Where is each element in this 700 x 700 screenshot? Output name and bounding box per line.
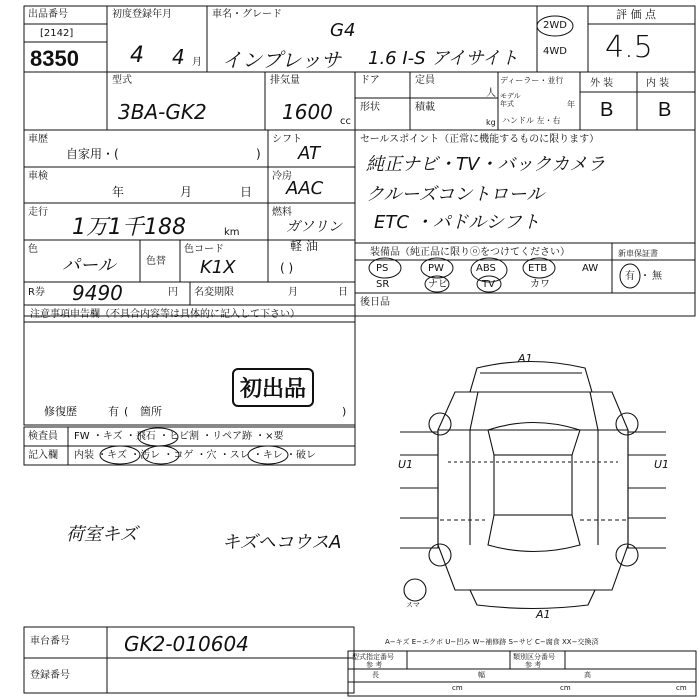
color-change-label: 色替 — [146, 256, 166, 267]
repair-label: 修復歴 — [44, 405, 77, 418]
reg-label: 登録番号 — [30, 670, 70, 681]
repair-close: ) — [342, 405, 347, 418]
equip-aw: AW — [582, 263, 599, 274]
class-label1: 類別区分番号 — [513, 653, 555, 661]
interior-label: 内 装 — [646, 78, 670, 89]
inspector-row2: 内装 ・キズ ・汚レ ・コゲ ・穴 ・スレ ・キレ ・破レ — [74, 450, 316, 461]
model-label: 車名・グレード — [212, 9, 282, 20]
mileage-label: 走行 — [28, 207, 48, 218]
class-label2: 参 考 — [525, 661, 542, 669]
color-code-value: K1X — [200, 257, 236, 278]
model-name: インプレッサ — [222, 48, 341, 72]
grade-label: 評 価 点 — [616, 8, 656, 21]
color-code-label: 色コード — [184, 244, 224, 255]
expiry-label: 名変期限 — [194, 287, 234, 298]
inspection-year: 年 — [112, 185, 125, 199]
equip-tv: TV — [482, 279, 495, 290]
inspector-label1: 検査員 — [28, 431, 58, 442]
drive-4wd: 4WD — [543, 46, 567, 57]
model-year-label1: モデル — [500, 92, 521, 100]
dim-height-unit: cm — [676, 684, 687, 692]
color-label: 色 — [28, 244, 38, 255]
kg-unit: kg — [486, 118, 496, 127]
dim-height: 高 — [584, 671, 591, 679]
capacity-label: 定員 — [415, 75, 435, 86]
warranty-yes: 有 — [625, 271, 635, 282]
color-value: パール — [62, 255, 116, 276]
drive-2wd: 2WD — [543, 20, 567, 31]
first-reg-month: 4 — [172, 45, 185, 69]
sales-line2: クルーズコントロール — [366, 184, 545, 205]
history-value: 自家用・( — [66, 147, 119, 161]
repair-open: ( — [124, 405, 129, 418]
displacement-label: 排気量 — [270, 75, 300, 86]
cooler-value: AAC — [286, 178, 324, 199]
type-label: 型式 — [112, 75, 132, 86]
fuel-diesel: 軽 油 — [290, 239, 318, 253]
equip-leather: カワ — [530, 279, 550, 290]
recycle-label: R券 — [28, 287, 45, 298]
mileage-unit: km — [224, 227, 240, 238]
handle-label: ハンドル 左・右 — [502, 116, 561, 125]
fuel-label: 燃料 — [272, 207, 292, 218]
equip-pw: PW — [428, 263, 444, 274]
repair-parts: 箇所 — [140, 405, 162, 418]
lot-number: 8350 — [30, 46, 79, 71]
dim-width: 幅 — [478, 671, 485, 679]
first-listing-stamp: 初出品 — [232, 368, 314, 407]
door-label: ドア — [360, 75, 380, 86]
lot-code: [2142] — [40, 28, 74, 39]
remark-right: キズヘコウスA — [222, 532, 342, 553]
damage-legend: A−キズ E−エクボ U−凹み W−補修跡 S−サビ C−腐食 XX−交換済 — [385, 638, 599, 646]
warranty-label: 新車保証書 — [618, 249, 658, 258]
remark-left: 荷室キズ — [66, 524, 138, 545]
person-unit: 人 — [486, 88, 496, 99]
car-diagram — [400, 362, 666, 609]
fuel-gas: ガソリン — [286, 219, 342, 235]
type-spec-label2: 参 考 — [366, 661, 383, 669]
type-value: 3BA-GK2 — [118, 100, 207, 124]
diagram-bottom-mark: A1 — [536, 608, 551, 621]
model-g4: G4 — [330, 20, 356, 41]
type-spec-label1: 型式指定番号 — [352, 653, 394, 661]
equip-etb: ETB — [528, 263, 548, 274]
model-year-label2: 年式 — [500, 100, 514, 108]
shift-value: AT — [298, 143, 320, 164]
expiry-month: 月 — [288, 287, 298, 298]
recycle-value: 9490 — [72, 281, 123, 305]
dim-length-unit: cm — [452, 684, 463, 692]
load-label: 積載 — [415, 102, 435, 113]
equipment-label: 装備品（純正品に限りⓞをつけてください） — [370, 247, 570, 258]
history-label: 車歴 — [28, 134, 48, 145]
inspection-month: 月 — [180, 185, 193, 199]
equip-navi: ナビ — [428, 279, 448, 290]
interior-grade: B — [658, 99, 672, 121]
diagram-right-mark: U1 — [654, 458, 670, 471]
back-seat-label: 後日品 — [360, 297, 390, 308]
diagram-wheel-label: スマ — [406, 601, 420, 609]
inspection-day: 日 — [240, 185, 253, 199]
repair-yes: 有 — [108, 405, 119, 418]
warranty-no: 無 — [652, 271, 662, 282]
chassis-label: 車台番号 — [30, 636, 70, 647]
diagram-left-mark: U1 — [398, 458, 414, 471]
shape-label: 形状 — [360, 102, 380, 113]
diagram-top-mark: A1 — [518, 352, 533, 365]
sales-label: セールスポイント（正常に機能するものに限ります） — [360, 134, 600, 145]
notes-label: 注意事項申告欄（不具合内容等は具体的に記入して下さい） — [30, 309, 300, 320]
cc-unit: cc — [340, 116, 351, 127]
lot-label: 出品番号 — [28, 9, 68, 20]
chassis-value: GK2-010604 — [124, 632, 249, 656]
exterior-label: 外 装 — [590, 78, 614, 89]
inspector-row1: FW ・キズ ・飛石 ・ヒビ割 ・リペア跡 ・×要 — [74, 431, 284, 442]
dim-length: 長 — [372, 671, 379, 679]
score: 4.5 — [605, 30, 653, 65]
cooler-label: 冷房 — [272, 171, 292, 182]
warranty-sep: ・ — [640, 271, 650, 282]
month-unit: 月 — [192, 57, 202, 68]
fuel-paren: ( ) — [280, 261, 294, 275]
exterior-grade: B — [600, 99, 614, 121]
equip-sr: SR — [376, 279, 390, 290]
first-reg-label: 初度登録年月 — [112, 9, 172, 20]
year-unit: 年 — [567, 100, 575, 109]
recycle-yen: 円 — [168, 287, 178, 298]
shift-label: シフト — [272, 134, 302, 145]
equip-ps: PS — [376, 263, 389, 274]
first-reg-year: 4 — [130, 43, 144, 68]
expiry-day: 日 — [338, 287, 348, 298]
dealer-label: ディーラー・並行 — [500, 76, 564, 85]
mileage-value: 1万1千188 — [72, 215, 186, 240]
history-close: ) — [256, 147, 261, 161]
sales-line1: 純正ナビ・TV・バックカメラ — [366, 154, 606, 175]
inspection-label: 車検 — [28, 171, 48, 182]
inspector-label2: 記入欄 — [28, 450, 58, 461]
sales-line3: ETC ・パドルシフト — [374, 212, 540, 233]
displacement-value: 1600 — [282, 100, 333, 124]
dim-width-unit: cm — [560, 684, 571, 692]
equip-abs: ABS — [476, 263, 496, 274]
model-grade: 1.6 I-S アイサイト — [368, 48, 519, 69]
